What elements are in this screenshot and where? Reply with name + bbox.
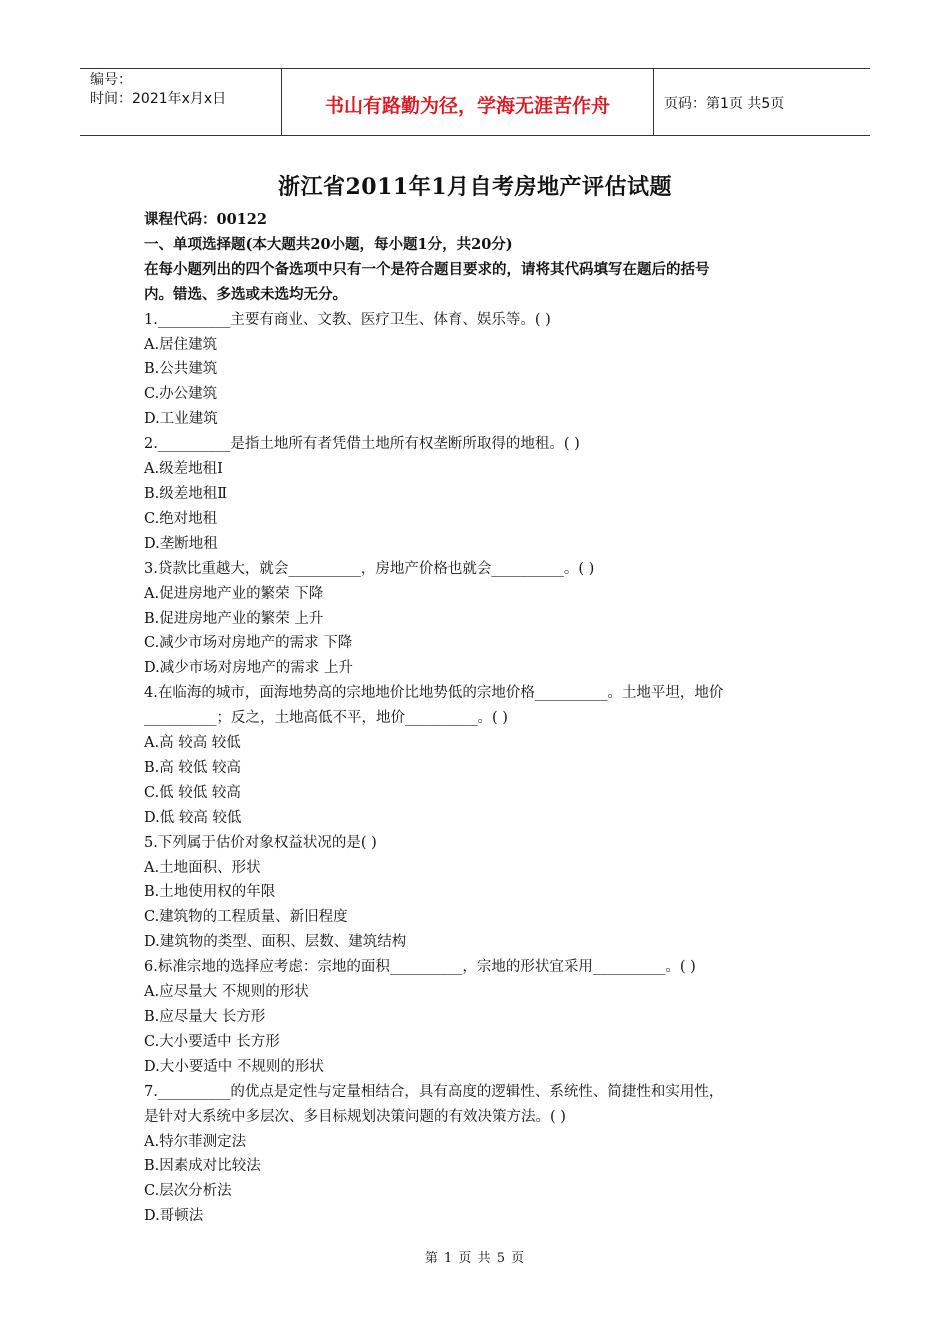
text-line: D.工业建筑 [144,411,218,428]
text-line: B.因素成对比较法 [144,1158,261,1175]
page-info-cell [654,69,870,135]
time-label: 时间：2021年x月x日 [90,91,227,107]
text-line: 5.下列属于估价对象权益状况的是( ) [144,834,377,851]
text-line: D.哥顿法 [144,1208,204,1225]
text-line: D.垄断地租 [144,535,218,552]
text-line: C.绝对地租 [144,510,218,527]
text-line: 6.标准宗地的选择应考虑：宗地的面积__________，宗地的形状宜采用__________。( ) [144,959,696,976]
text-line: A.高 较高 较低 [144,735,241,752]
text-line: B.级差地租Ⅱ [144,485,228,502]
text-line: 1.__________主要有商业、文教、医疗卫生、体育、娱乐等。( ) [144,311,551,328]
text-line: A.土地面积、形状 [144,859,261,876]
text-line: B.公共建筑 [144,361,218,378]
text-line: C.建筑物的工程质量、新旧程度 [144,909,348,926]
text-line: 内。错选、多选或未选均无分。 [144,285,347,303]
text-line: A.级差地租Ⅰ [144,461,223,478]
page-footer: 第 1 页 共 5 页 [424,1251,526,1266]
text-line: 一、单项选择题(本大题共20小题，每小题1分，共20分) [144,235,513,253]
text-line: D.建筑物的类型、面积、层数、建筑结构 [144,934,407,951]
motto-cell [281,69,654,135]
text-line: 是针对大系统中多层次、多目标规划决策问题的有效决策方法。( ) [144,1108,566,1125]
header-table [80,68,870,136]
document-body [144,208,824,1229]
number-label: 编号： [90,72,132,88]
text-line: B.促进房地产业的繁荣 上升 [144,610,324,627]
text-line: 2.__________是指土地所有者凭借土地所有权垄断所取得的地租。( ) [144,436,580,453]
text-line: D.低 较高 较低 [144,809,242,826]
header-left-cell [80,69,281,135]
text-line: A.特尔菲测定法 [144,1133,247,1150]
text-line: A.居住建筑 [144,336,218,353]
page-info-text: 页码：第1页 共5页 [664,96,785,112]
document-title: 浙江省2011年1月自考房地产评估试题 [277,174,673,200]
text-line: B.应尽量大 长方形 [144,1009,266,1025]
text-line: 在每小题列出的四个备选项中只有一个是符合题目要求的，请将其代码填写在题后的括号 [144,260,710,278]
text-line: B.高 较低 较高 [144,759,241,776]
text-line: 课程代码：00122 [144,211,267,228]
text-line: C.大小要适中 长方形 [144,1033,280,1050]
text-line: D.减少市场对房地产的需求 上升 [144,660,353,677]
text-line: 3.贷款比重越大，就会__________，房地产价格也就会__________。( ) [144,560,595,577]
text-line: D.大小要适中 不规则的形状 [144,1058,324,1075]
text-line: C.层次分析法 [144,1183,232,1200]
text-line: B.土地使用权的年限 [144,884,276,901]
text-line: A.应尽量大 不规则的形状 [144,984,309,1001]
text-line: 7.__________的优点是定性与定量相结合，具有高度的逻辑性、系统性、简捷性和实用性， [144,1083,724,1100]
text-line: C.减少市场对房地产的需求 下降 [144,635,353,652]
motto-text: 书山有路勤为径，学海无涯苦作舟 [324,94,610,117]
text-line: __________；反之，土地高低不平，地价__________。( ) [144,710,508,727]
text-line: C.办公建筑 [144,386,218,403]
text-line: C.低 较低 较高 [144,784,241,801]
text-line: 4.在临海的城市，面海地势高的宗地地价比地势低的宗地价格__________。土地平坦，地价 [144,685,724,702]
text-line: A.促进房地产业的繁荣 下降 [144,585,324,602]
